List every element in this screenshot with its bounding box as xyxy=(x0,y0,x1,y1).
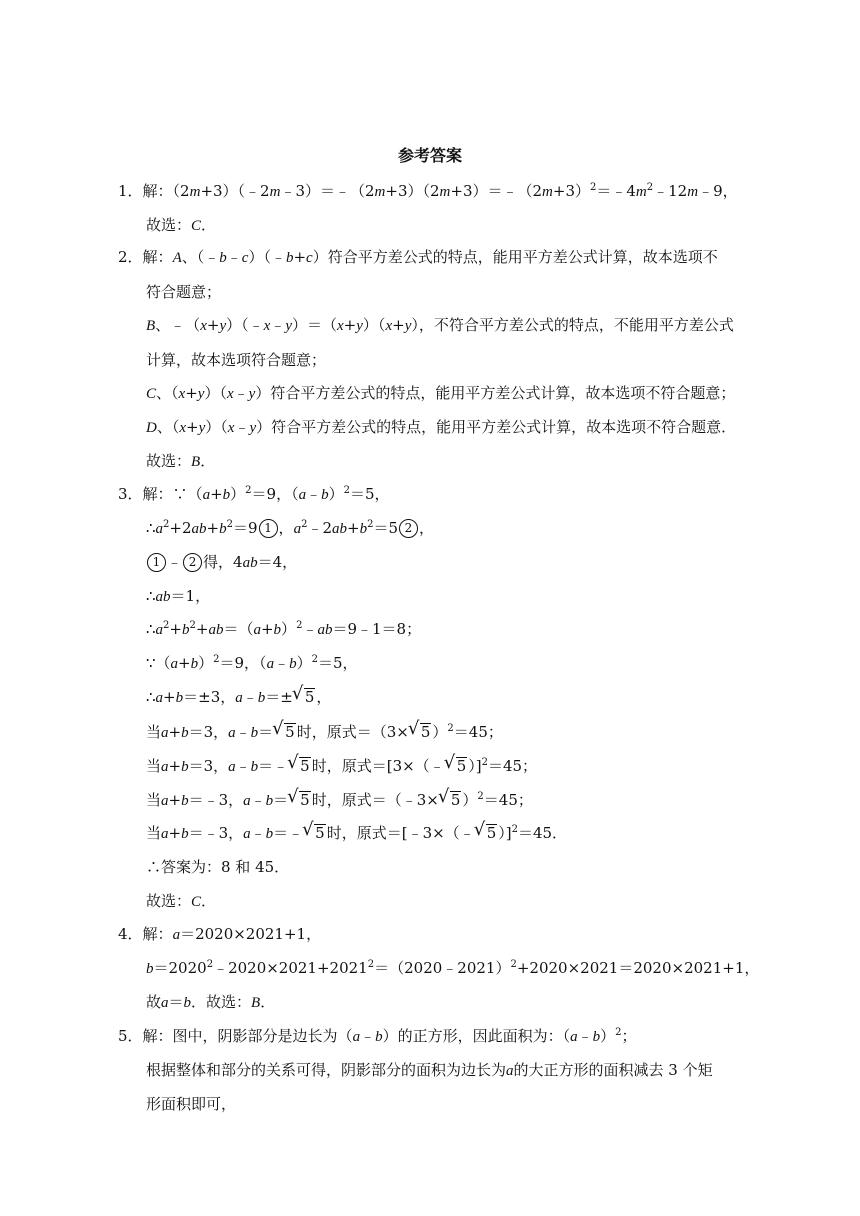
text: ， xyxy=(418,519,434,537)
text: ﹣ xyxy=(233,384,249,402)
sqrt-symbol xyxy=(294,686,316,708)
text: ﹣2 xyxy=(307,519,332,537)
radicand: 5 xyxy=(300,791,310,809)
text: ＝5， xyxy=(317,654,358,672)
var: a xyxy=(155,622,164,638)
text: 的大正方形的面积减去 3 个矩 xyxy=(513,1061,713,1079)
radicand: 5 xyxy=(456,757,467,775)
var: b xyxy=(321,487,329,503)
text: ） xyxy=(296,654,312,672)
q5-line-3: 形面积即可， xyxy=(146,1095,237,1113)
var: a xyxy=(243,826,251,842)
text: ＝3， xyxy=(188,723,229,741)
var: m xyxy=(439,184,451,200)
q3-line-3 xyxy=(146,551,297,574)
text: ＝（ xyxy=(223,620,254,638)
var: x xyxy=(179,420,187,436)
radicand: 5 xyxy=(285,723,295,741)
text: ）（﹣ xyxy=(248,248,286,266)
text: ＝﹣3， xyxy=(188,824,244,842)
sqrt-symbol xyxy=(410,721,432,743)
text: ）（﹣ xyxy=(226,316,264,334)
var: a xyxy=(228,759,236,775)
var: y xyxy=(285,318,292,334)
var: b xyxy=(181,725,189,741)
q2-answer xyxy=(146,450,215,473)
text: ＝﹣4 xyxy=(596,182,636,200)
var: ab xyxy=(331,521,347,537)
text: ＝3， xyxy=(188,757,229,775)
text: ＝（2020﹣2021） xyxy=(374,959,511,977)
text: 当 xyxy=(146,757,162,775)
var: B xyxy=(251,995,261,1011)
var: x xyxy=(200,318,207,334)
text: + xyxy=(293,248,307,266)
var: a xyxy=(155,521,164,537)
text: ＝45； xyxy=(453,723,503,741)
var: B xyxy=(191,454,201,470)
text: ＝4， xyxy=(257,553,298,571)
radicand: 5 xyxy=(315,824,325,842)
text: ； xyxy=(621,1027,637,1045)
text: + xyxy=(206,519,220,537)
q4-answer xyxy=(146,991,275,1014)
text: ）（ xyxy=(205,418,228,436)
text: 时，原式＝（﹣3× xyxy=(311,791,439,809)
var: a xyxy=(253,622,261,638)
var: y xyxy=(198,420,206,436)
text: ＝9﹣1＝8； xyxy=(332,620,422,638)
exponent: 2 xyxy=(163,519,170,530)
sqrt-symbol xyxy=(289,789,311,811)
text: + xyxy=(168,723,182,741)
q2-line-1 xyxy=(118,246,718,269)
text: ∵（ xyxy=(146,654,171,672)
text: + xyxy=(206,316,220,334)
var: x xyxy=(178,386,186,402)
text: 故选： xyxy=(146,892,192,910)
text: + xyxy=(168,824,182,842)
text: + xyxy=(169,620,182,638)
q3-line-1 xyxy=(118,483,390,506)
sqrt-symbol xyxy=(304,822,326,844)
text: + xyxy=(343,316,357,334)
text: 时，原式＝（3× xyxy=(296,723,409,741)
text: ＝45； xyxy=(487,757,538,775)
text: ＝﹣ xyxy=(273,824,304,842)
text: + xyxy=(186,418,199,436)
text: ）符合平方差公式的特点，能用平方差公式计算，故本选项不 xyxy=(312,248,718,266)
q4-line-1 xyxy=(118,923,321,946)
exponent: 2 xyxy=(367,959,375,970)
text: 解：图中，阴影部分是边长为（ xyxy=(142,1027,353,1045)
text: ＝45． xyxy=(517,824,568,842)
text: 、（ xyxy=(156,384,179,402)
var: a xyxy=(298,487,307,503)
var: b xyxy=(592,1029,601,1045)
text: ﹣9， xyxy=(698,182,738,200)
radicand: 5 xyxy=(420,723,431,741)
text: 故选： xyxy=(146,216,192,234)
var: a xyxy=(172,927,181,943)
var: b xyxy=(175,690,184,706)
exponent: 2 xyxy=(296,620,303,631)
var: b xyxy=(265,793,274,809)
text: + xyxy=(168,757,182,775)
text: ﹣ xyxy=(235,723,251,741)
exponent: 2 xyxy=(189,620,196,631)
text: ） xyxy=(462,791,478,809)
text: + xyxy=(346,519,360,537)
text: +3） xyxy=(552,182,590,200)
text: ． xyxy=(200,452,216,470)
text: ＝ xyxy=(168,993,184,1011)
var: x xyxy=(263,318,271,334)
q4-line-2 xyxy=(146,957,759,980)
var: b xyxy=(375,1029,383,1045)
exponent: 2 xyxy=(447,723,454,734)
text: ），不符合平方差公式的特点，不能用平方差公式 xyxy=(411,316,734,334)
text: ＝5 xyxy=(373,519,398,537)
q3-line-2 xyxy=(146,517,434,540)
text: ＝9，（ xyxy=(251,485,299,503)
var: x xyxy=(226,386,234,402)
text: ﹣ xyxy=(306,485,322,503)
var: b xyxy=(359,521,368,537)
sqrt-symbol xyxy=(446,755,468,777)
var: a xyxy=(243,793,251,809)
text: ＝± xyxy=(265,688,293,706)
q3-line-4 xyxy=(146,585,210,608)
exponent: 2 xyxy=(311,654,318,665)
q3-line-5 xyxy=(146,618,421,641)
var: a xyxy=(266,656,275,672)
var: a xyxy=(155,690,164,706)
exponent: 2 xyxy=(367,519,374,530)
var: y xyxy=(197,386,205,402)
text: + xyxy=(260,620,274,638)
text: ） xyxy=(230,485,246,503)
sqrt-symbol xyxy=(289,755,311,777)
var: m xyxy=(542,184,553,200)
text: +3）（2 xyxy=(385,182,440,200)
var: b xyxy=(190,656,199,672)
text: 时，原式＝[3×（﹣ xyxy=(311,757,445,775)
exponent: 2 xyxy=(206,959,214,970)
circled-two: 2 xyxy=(399,519,418,538)
exponent: 2 xyxy=(511,824,518,835)
exponent: 2 xyxy=(481,757,488,768)
radicand: 5 xyxy=(450,791,461,809)
text: ． xyxy=(201,216,217,234)
exponent: 2 xyxy=(226,519,233,530)
var: ab xyxy=(191,521,207,537)
text: ﹣3）＝﹣（2 xyxy=(280,182,375,200)
radicand: 5 xyxy=(304,688,315,706)
var: ab xyxy=(242,555,258,571)
text: ﹣12 xyxy=(653,182,688,200)
text: ＝2020 xyxy=(153,959,207,977)
text: ＝1， xyxy=(170,587,211,605)
exponent: 2 xyxy=(510,959,517,970)
var: ab xyxy=(317,622,333,638)
var: b xyxy=(183,995,192,1011)
var: m xyxy=(269,184,281,200)
text: ＝9，（ xyxy=(219,654,267,672)
text: ＝ xyxy=(258,723,274,741)
text: 解： xyxy=(142,925,173,943)
text: 解：∵（ xyxy=(142,485,203,503)
q3-line-9 xyxy=(146,755,537,778)
var: a xyxy=(161,725,169,741)
q3-line-10 xyxy=(146,789,533,812)
q2-line-4: 计算，故本选项符合题意； xyxy=(146,351,327,369)
text: + xyxy=(210,485,223,503)
text: ﹣ xyxy=(234,418,250,436)
var: a xyxy=(161,793,169,809)
var: b xyxy=(257,690,266,706)
text: ＝45； xyxy=(483,791,533,809)
var: B xyxy=(146,318,156,334)
text: ﹣ xyxy=(242,688,258,706)
var: D xyxy=(146,420,157,436)
text: ）（ xyxy=(362,316,386,334)
var: y xyxy=(248,386,256,402)
text: 解：（2 xyxy=(142,182,190,200)
var: x xyxy=(385,318,393,334)
text: ） xyxy=(432,723,448,741)
text: + xyxy=(168,791,182,809)
text: ∴ xyxy=(146,620,156,638)
text: ）] xyxy=(498,824,512,842)
text: 当 xyxy=(146,824,162,842)
var: m xyxy=(635,184,647,200)
q5-line-2 xyxy=(146,1059,713,1082)
text: ﹣2020×2021+2021 xyxy=(213,959,368,977)
exponent: 2 xyxy=(590,182,597,193)
var: b xyxy=(181,826,189,842)
sqrt-symbol xyxy=(440,789,462,811)
exponent: 2 xyxy=(301,519,308,530)
text: +2020×2021＝2020×2021+1， xyxy=(516,959,760,977)
var: a xyxy=(228,725,236,741)
text: 当 xyxy=(146,791,162,809)
q2-line-2: 符合题意； xyxy=(146,283,222,301)
var: b xyxy=(289,656,297,672)
text: + xyxy=(163,688,176,706)
q3-line-12: ∴答案为：8 和 45． xyxy=(146,858,290,876)
exponent: 2 xyxy=(477,791,484,802)
exponent: 2 xyxy=(343,485,350,496)
var: m xyxy=(374,184,386,200)
text: ）的正方形，因此面积为：（ xyxy=(382,1027,571,1045)
var: a xyxy=(161,826,169,842)
q1-answer xyxy=(146,214,216,237)
radicand: 5 xyxy=(486,824,497,842)
exponent: 2 xyxy=(646,182,654,193)
var: a xyxy=(235,690,243,706)
circled-one: 1 xyxy=(147,553,166,572)
text: ． xyxy=(260,993,276,1011)
var: m xyxy=(189,184,201,200)
var: b xyxy=(182,622,190,638)
var: a xyxy=(570,1029,578,1045)
q3-line-7 xyxy=(146,686,331,709)
text: ﹣ xyxy=(302,620,318,638)
radicand: 5 xyxy=(300,757,310,775)
var: a xyxy=(161,995,169,1011)
var: b xyxy=(250,725,259,741)
var: a xyxy=(161,759,169,775)
text: ﹣ xyxy=(577,1027,593,1045)
var: c xyxy=(306,250,313,266)
sqrt-symbol xyxy=(476,822,498,844)
var: C xyxy=(146,386,157,402)
text: ）（ xyxy=(204,384,227,402)
var: C xyxy=(191,218,202,234)
var: a xyxy=(170,656,179,672)
text: 当 xyxy=(146,723,162,741)
var: A xyxy=(172,250,182,266)
q2-line-3 xyxy=(146,314,734,337)
var: b xyxy=(265,826,274,842)
q2-number: 2． xyxy=(118,248,143,266)
text: ＝2020×2021+1， xyxy=(180,925,322,943)
var: C xyxy=(191,894,202,910)
var: ab xyxy=(208,622,224,638)
text: ＝5， xyxy=(349,485,390,503)
text: ） xyxy=(281,620,297,638)
text: ）符合平方差公式的特点，能用平方差公式计算，故本选项不符合题意． xyxy=(256,418,737,436)
text: +2 xyxy=(169,519,192,537)
q1-line-1 xyxy=(118,180,738,203)
text: + xyxy=(195,620,209,638)
var: a xyxy=(352,1029,361,1045)
text: ＝﹣ xyxy=(258,757,289,775)
text: ） xyxy=(198,654,214,672)
text: 故选： xyxy=(146,452,192,470)
var: a xyxy=(293,521,302,537)
var: ab xyxy=(155,589,171,605)
q3-answer xyxy=(146,890,216,913)
var: m xyxy=(687,184,699,200)
text: 故 xyxy=(146,993,162,1011)
var: y xyxy=(404,318,412,334)
text: ， xyxy=(316,688,332,706)
q2-line-5 xyxy=(146,382,735,405)
text: ） xyxy=(600,1027,616,1045)
text: ）＝（ xyxy=(291,316,337,334)
text: +3）（﹣2 xyxy=(200,182,270,200)
text: + xyxy=(178,654,191,672)
exponent: 2 xyxy=(615,1027,622,1038)
text: ﹣ xyxy=(235,757,251,775)
text: ＝±3， xyxy=(183,688,236,706)
text: 、﹣（ xyxy=(155,316,201,334)
text: ∴ xyxy=(146,587,156,605)
exponent: 2 xyxy=(245,485,252,496)
text: + xyxy=(392,316,405,334)
text: + xyxy=(185,384,198,402)
text: ﹣ xyxy=(226,248,242,266)
var: b xyxy=(219,521,227,537)
q3-line-6 xyxy=(146,652,358,675)
text: ﹣ xyxy=(167,553,183,571)
var: y xyxy=(249,420,257,436)
text: 、（﹣ xyxy=(181,248,220,266)
text: ﹣ xyxy=(270,316,286,334)
var: y xyxy=(356,318,363,334)
var: b xyxy=(219,250,227,266)
text: 、（ xyxy=(156,418,180,436)
exponent: 2 xyxy=(163,620,170,631)
text: ． xyxy=(201,892,217,910)
text: ）符合平方差公式的特点，能用平方差公式计算，故本选项不符合题意； xyxy=(255,384,736,402)
text: ）] xyxy=(468,757,482,775)
q2-line-6 xyxy=(146,416,736,439)
text: ﹣ xyxy=(250,791,266,809)
text: +3）＝﹣（2 xyxy=(450,182,543,200)
var: y xyxy=(219,318,227,334)
text: 根据整体和部分的关系可得，阴影部分的面积为边长为 xyxy=(146,1061,507,1079)
var: x xyxy=(227,420,235,436)
text: ∴ xyxy=(146,519,156,537)
q3-line-8 xyxy=(146,721,503,744)
var: b xyxy=(250,759,259,775)
text: ﹣ xyxy=(360,1027,376,1045)
var: a xyxy=(202,487,211,503)
text: ﹣ xyxy=(274,654,290,672)
var: c xyxy=(241,250,249,266)
var: b xyxy=(181,793,189,809)
text: ＝ xyxy=(273,791,289,809)
q5-line-1 xyxy=(118,1025,637,1048)
text: ， xyxy=(278,519,294,537)
var: b xyxy=(181,759,189,775)
q3-line-11 xyxy=(146,822,567,845)
var: x xyxy=(337,318,344,334)
circled-two: 2 xyxy=(183,553,202,572)
var: b xyxy=(146,961,154,977)
text: ） xyxy=(328,485,344,503)
exponent: 2 xyxy=(213,654,220,665)
sqrt-symbol xyxy=(274,721,296,743)
text: 解： xyxy=(142,248,173,266)
text: ﹣ xyxy=(250,824,266,842)
q1-number: 1． xyxy=(118,182,143,200)
var: a xyxy=(506,1063,514,1079)
var: b xyxy=(285,250,294,266)
text: 时，原式＝[﹣3×（﹣ xyxy=(326,824,475,842)
text: 得，4 xyxy=(203,553,243,571)
var: b xyxy=(273,622,282,638)
q5-number: 5． xyxy=(118,1027,143,1045)
q4-number: 4． xyxy=(118,925,143,943)
text: ．故选： xyxy=(191,993,252,1011)
text: ＝﹣3， xyxy=(188,791,244,809)
text: ∴ xyxy=(146,688,156,706)
page-title: 参考答案 xyxy=(397,146,462,165)
circled-one: 1 xyxy=(259,519,278,538)
text: ＝9 xyxy=(233,519,258,537)
q3-number: 3． xyxy=(118,485,143,503)
var: b xyxy=(222,487,231,503)
